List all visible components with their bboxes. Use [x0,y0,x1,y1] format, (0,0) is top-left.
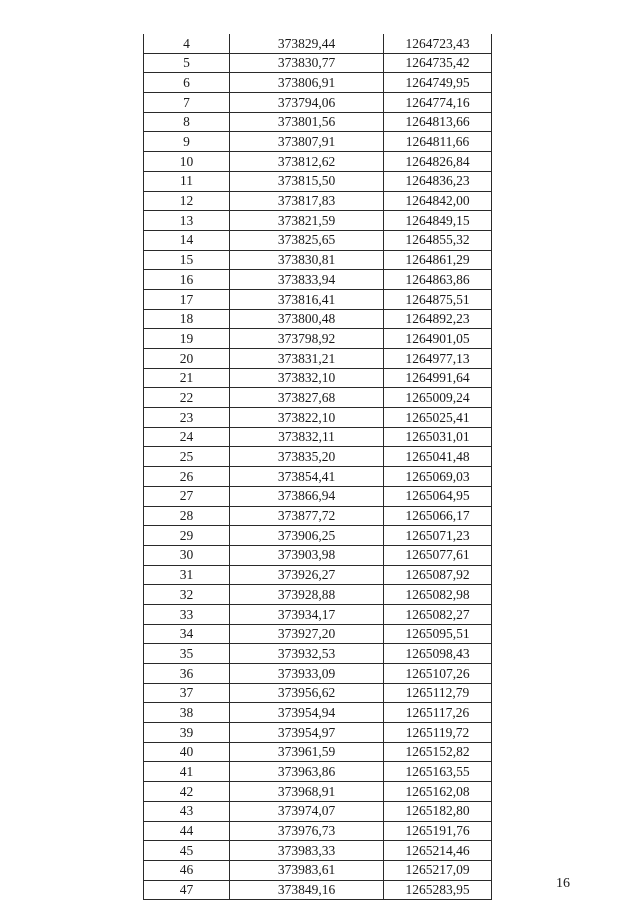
table-row [144,742,492,762]
point-number-cell: 34 [144,624,230,644]
y-coordinate-cell: 1265283,95 [384,880,492,900]
y-coordinate-cell: 1265025,41 [384,408,492,428]
x-coordinate-cell: 373956,62 [230,683,384,703]
table-row [144,506,492,526]
y-coordinate-cell: 1264977,13 [384,349,492,369]
point-number-cell: 45 [144,841,230,861]
y-coordinate-cell: 1264901,05 [384,329,492,349]
page-number: 16 [556,876,570,891]
y-coordinate-cell: 1265087,92 [384,565,492,585]
table-row [144,388,492,408]
table-row [144,801,492,821]
point-number-cell: 6 [144,73,230,93]
point-number-cell: 41 [144,762,230,782]
y-coordinate-cell: 1264875,51 [384,289,492,309]
point-number-cell: 44 [144,821,230,841]
point-number-cell: 15 [144,250,230,270]
table-row [144,93,492,113]
table-row [144,624,492,644]
x-coordinate-cell: 373832,10 [230,368,384,388]
point-number-cell: 28 [144,506,230,526]
y-coordinate-cell: 1265119,72 [384,723,492,743]
x-coordinate-cell: 373976,73 [230,821,384,841]
table-row [144,526,492,546]
y-coordinate-cell: 1264861,29 [384,250,492,270]
point-number-cell: 32 [144,585,230,605]
y-coordinate-cell: 1264855,32 [384,230,492,250]
coordinates-table-body [144,34,492,900]
x-coordinate-cell: 373812,62 [230,152,384,172]
y-coordinate-cell: 1265082,98 [384,585,492,605]
x-coordinate-cell: 373821,59 [230,211,384,231]
table-row [144,408,492,428]
table-row [144,368,492,388]
y-coordinate-cell: 1265163,55 [384,762,492,782]
table-row [144,703,492,723]
table-row [144,34,492,53]
point-number-cell: 11 [144,171,230,191]
x-coordinate-cell: 373974,07 [230,801,384,821]
table-row [144,270,492,290]
point-number-cell: 26 [144,467,230,487]
point-number-cell: 23 [144,408,230,428]
y-coordinate-cell: 1265162,08 [384,782,492,802]
y-coordinate-cell: 1265071,23 [384,526,492,546]
y-coordinate-cell: 1265214,46 [384,841,492,861]
point-number-cell: 46 [144,860,230,880]
y-coordinate-cell: 1264826,84 [384,152,492,172]
table-row [144,250,492,270]
table-row [144,349,492,369]
point-number-cell: 19 [144,329,230,349]
point-number-cell: 42 [144,782,230,802]
point-number-cell: 29 [144,526,230,546]
y-coordinate-cell: 1265095,51 [384,624,492,644]
table-row [144,53,492,73]
point-number-cell: 16 [144,270,230,290]
x-coordinate-cell: 373822,10 [230,408,384,428]
y-coordinate-cell: 1264723,43 [384,34,492,53]
table-row [144,152,492,172]
table-row [144,427,492,447]
y-coordinate-cell: 1265098,43 [384,644,492,664]
x-coordinate-cell: 373903,98 [230,545,384,565]
x-coordinate-cell: 373815,50 [230,171,384,191]
table-row [144,191,492,211]
x-coordinate-cell: 373801,56 [230,112,384,132]
x-coordinate-cell: 373835,20 [230,447,384,467]
x-coordinate-cell: 373954,97 [230,723,384,743]
y-coordinate-cell: 1264749,95 [384,73,492,93]
x-coordinate-cell: 373934,17 [230,604,384,624]
table-row [144,880,492,900]
table-row [144,762,492,782]
x-coordinate-cell: 373794,06 [230,93,384,113]
y-coordinate-cell: 1265082,27 [384,604,492,624]
x-coordinate-cell: 373830,77 [230,53,384,73]
point-number-cell: 22 [144,388,230,408]
x-coordinate-cell: 373954,94 [230,703,384,723]
x-coordinate-cell: 373932,53 [230,644,384,664]
y-coordinate-cell: 1265009,24 [384,388,492,408]
table-row [144,112,492,132]
x-coordinate-cell: 373927,20 [230,624,384,644]
point-number-cell: 20 [144,349,230,369]
y-coordinate-cell: 1265112,79 [384,683,492,703]
point-number-cell: 27 [144,486,230,506]
x-coordinate-cell: 373798,92 [230,329,384,349]
point-number-cell: 31 [144,565,230,585]
table-row [144,860,492,880]
point-number-cell: 5 [144,53,230,73]
table-row [144,73,492,93]
y-coordinate-cell: 1264811,66 [384,132,492,152]
x-coordinate-cell: 373933,09 [230,664,384,684]
table-row [144,841,492,861]
x-coordinate-cell: 373830,81 [230,250,384,270]
y-coordinate-cell: 1264836,23 [384,171,492,191]
table-row [144,664,492,684]
point-number-cell: 33 [144,604,230,624]
point-number-cell: 24 [144,427,230,447]
x-coordinate-cell: 373827,68 [230,388,384,408]
table-row [144,723,492,743]
point-number-cell: 38 [144,703,230,723]
y-coordinate-cell: 1265031,01 [384,427,492,447]
x-coordinate-cell: 373806,91 [230,73,384,93]
x-coordinate-cell: 373968,91 [230,782,384,802]
y-coordinate-cell: 1265066,17 [384,506,492,526]
y-coordinate-cell: 1264813,66 [384,112,492,132]
table-row [144,644,492,664]
point-number-cell: 43 [144,801,230,821]
x-coordinate-cell: 373983,61 [230,860,384,880]
y-coordinate-cell: 1265077,61 [384,545,492,565]
point-number-cell: 40 [144,742,230,762]
table-row [144,447,492,467]
table-row [144,171,492,191]
y-coordinate-cell: 1265069,03 [384,467,492,487]
table-row [144,329,492,349]
table-row [144,230,492,250]
x-coordinate-cell: 373807,91 [230,132,384,152]
x-coordinate-cell: 373829,44 [230,34,384,53]
point-number-cell: 12 [144,191,230,211]
point-number-cell: 36 [144,664,230,684]
table-row [144,683,492,703]
x-coordinate-cell: 373849,16 [230,880,384,900]
table-row [144,211,492,231]
point-number-cell: 10 [144,152,230,172]
x-coordinate-cell: 373854,41 [230,467,384,487]
table-row [144,821,492,841]
point-number-cell: 30 [144,545,230,565]
x-coordinate-cell: 373961,59 [230,742,384,762]
x-coordinate-cell: 373800,48 [230,309,384,329]
point-number-cell: 35 [144,644,230,664]
table-row [144,132,492,152]
point-number-cell: 14 [144,230,230,250]
table-row [144,545,492,565]
table-row [144,565,492,585]
point-number-cell: 47 [144,880,230,900]
point-number-cell: 39 [144,723,230,743]
y-coordinate-cell: 1265041,48 [384,447,492,467]
point-number-cell: 21 [144,368,230,388]
table-row [144,309,492,329]
x-coordinate-cell: 373831,21 [230,349,384,369]
point-number-cell: 17 [144,289,230,309]
point-number-cell: 9 [144,132,230,152]
coordinates-table [143,34,492,900]
point-number-cell: 37 [144,683,230,703]
x-coordinate-cell: 373906,25 [230,526,384,546]
y-coordinate-cell: 1264842,00 [384,191,492,211]
x-coordinate-cell: 373926,27 [230,565,384,585]
x-coordinate-cell: 373832,11 [230,427,384,447]
y-coordinate-cell: 1265117,26 [384,703,492,723]
y-coordinate-cell: 1264735,42 [384,53,492,73]
y-coordinate-cell: 1264863,86 [384,270,492,290]
table-row [144,782,492,802]
y-coordinate-cell: 1265107,26 [384,664,492,684]
y-coordinate-cell: 1264774,16 [384,93,492,113]
table-row [144,289,492,309]
y-coordinate-cell: 1264892,23 [384,309,492,329]
x-coordinate-cell: 373816,41 [230,289,384,309]
x-coordinate-cell: 373817,83 [230,191,384,211]
x-coordinate-cell: 373963,86 [230,762,384,782]
point-number-cell: 4 [144,34,230,53]
x-coordinate-cell: 373825,65 [230,230,384,250]
y-coordinate-cell: 1264991,64 [384,368,492,388]
point-number-cell: 7 [144,93,230,113]
table-row [144,585,492,605]
point-number-cell: 13 [144,211,230,231]
point-number-cell: 25 [144,447,230,467]
table-row [144,467,492,487]
x-coordinate-cell: 373983,33 [230,841,384,861]
table-row [144,604,492,624]
y-coordinate-cell: 1265191,76 [384,821,492,841]
y-coordinate-cell: 1265152,82 [384,742,492,762]
x-coordinate-cell: 373866,94 [230,486,384,506]
table-row [144,486,492,506]
point-number-cell: 18 [144,309,230,329]
x-coordinate-cell: 373928,88 [230,585,384,605]
x-coordinate-cell: 373877,72 [230,506,384,526]
y-coordinate-cell: 1265182,80 [384,801,492,821]
x-coordinate-cell: 373833,94 [230,270,384,290]
y-coordinate-cell: 1265217,09 [384,860,492,880]
y-coordinate-cell: 1264849,15 [384,211,492,231]
y-coordinate-cell: 1265064,95 [384,486,492,506]
point-number-cell: 8 [144,112,230,132]
